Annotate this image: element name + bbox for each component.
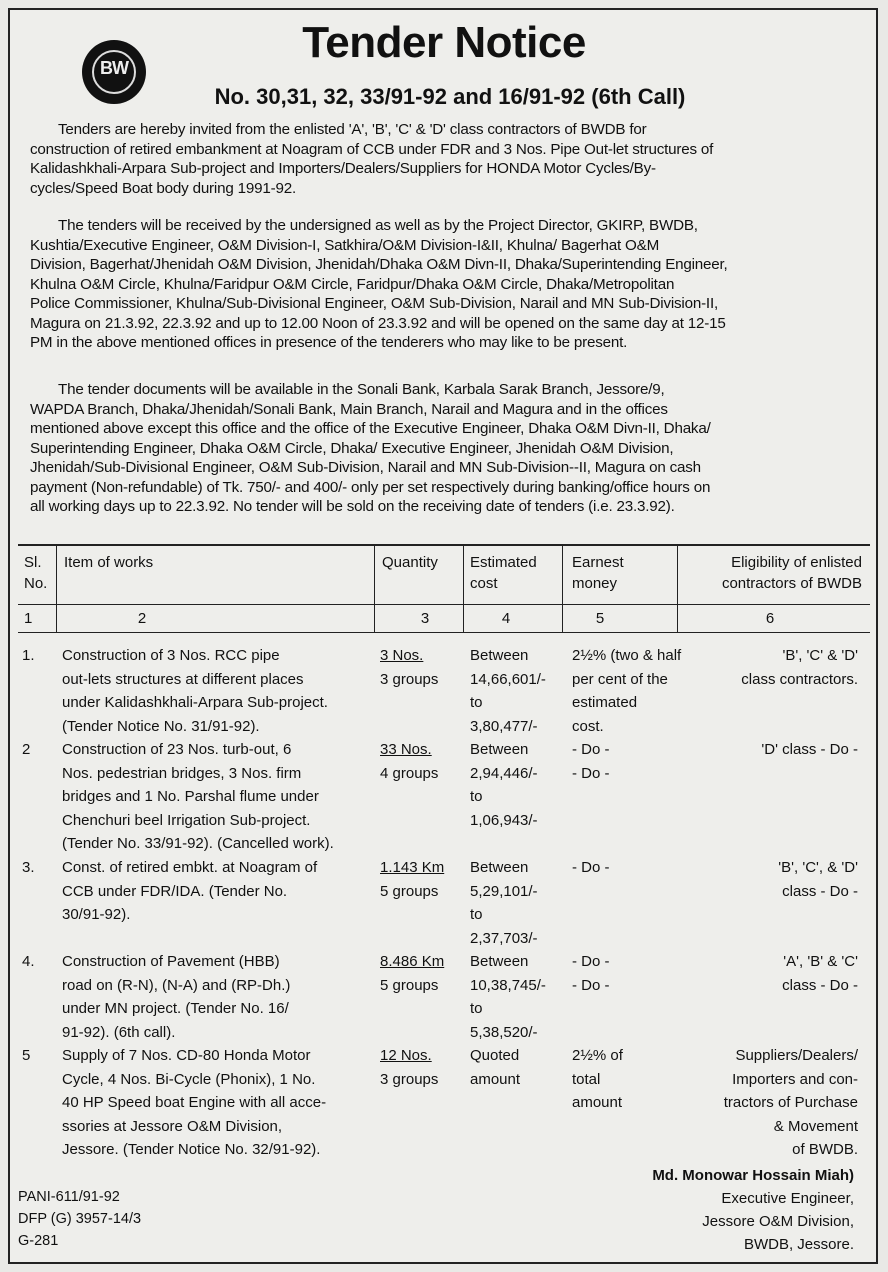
table-number-rule <box>18 632 870 633</box>
table-top-rule <box>18 544 870 546</box>
col-number: 1 <box>24 610 33 627</box>
paragraph-1: Tenders are hereby invited from the enlisted 'A', 'B', 'C' & 'D' class contractors of BWDB for construction of retired embankment at Noagram of CCB under FDR and 3 Nos. Pipe Out-let structures of Kalidashkhali-Arpara Sub-project and Importers/Dealers/Suppliers for HONDA Motor Cycles/By- cycles/Speed Boat body during 1991-92. <box>30 121 714 197</box>
eligibility-cell: 'D' class - Do - <box>761 741 858 758</box>
header-cost: Estimated cost <box>470 554 537 592</box>
paragraph-2: The tenders will be received by the undersigned as well as by the Project Director, GKIRP, BWDB, Kushtia/Executive Engineer, O&M Division-I, Satkhira/O&M Division-I&II, Khulna/ Bagerhat O&M Division, Bagerhat/Jhenidah O&M Division, Jhenidah/Dhaka O&M Divn-II, Dhaka/Superintending Engineer, Khulna O&M Circle, Khulna/Faridpur O&M Circle, Faridpur/Dhaka O&M Circle, Dhaka/Metropolitan Police Commissioner, Khulna/Sub-Divisional Engineer, O&M Sub-Division, Narail and MN Sub-Division-II, Magura on 21.3.92, 22.3.92 and up to 12.00 Noon of 23.3.92 and will be opened on the same day at 12-15 PM in the above mentioned offices in presence of the tenderers who may like to be present. <box>30 217 728 351</box>
cost-cell: Between 5,29,101/- to 2,37,703/- <box>470 859 538 947</box>
cost-cell: Between 10,38,745/- to 5,38,520/- <box>470 953 546 1041</box>
quantity-cell: 1.143 Km 5 groups <box>380 859 445 900</box>
header-quantity: Quantity <box>382 554 438 571</box>
item-cell: Construction of Pavement (HBB) road on (R-N), (N-A) and (RP-Dh.) under MN project. (Tender No. 16/ 91-92). (6th call). <box>62 953 291 1041</box>
eligibility-cell: 'B', 'C' & 'D' class contractors. <box>741 647 858 688</box>
col-number: 3 <box>420 610 430 627</box>
col-divider <box>374 545 375 633</box>
header-sl: Sl. No. <box>24 554 48 592</box>
quantity-cell: 12 Nos. 3 groups <box>380 1047 439 1088</box>
money-cell: - Do - - Do - <box>572 741 610 782</box>
quantity-cell: 33 Nos. 4 groups <box>380 741 439 782</box>
money-cell: - Do - - Do - <box>572 953 610 994</box>
paragraph-3: The tender documents will be available in the Sonali Bank, Karbala Sarak Branch, Jessore/9, WAPDA Branch, Dhaka/Jhenidah/Sonali Bank, Main Branch, Narail and Magura and in the offices mentioned above except this office and the office of the Executive Engineer, Dhaka O&M Divn-II, Dhaka/ Superintending Engineer, Dhaka O&M Circle, Dhaka/ Executive Engineer, Jhenidah O&M Division, Jhenidah/Sub-Divisional Engineer, O&M Sub-Division, Narail and MN Sub-Division--II, Magura on cash payment (Non-refundable) of Tk. 750/- and 400/- only per set respectively during banking/office hours on all working days up to 22.3.92. No tender will be sold on the receiving date of tenders (i.e. 23.3.92). <box>30 381 711 515</box>
money-cell: - Do - <box>572 859 610 876</box>
signature-block: Md. Monowar Hossain Miah) Executive Engineer, Jessore O&M Division, BWDB, Jessore. <box>652 1167 854 1253</box>
eligibility-cell: Suppliers/Dealers/ Importers and con- tractors of Purchase & Movement of BWDB. <box>723 1047 858 1158</box>
eligibility-cell: 'B', 'C', & 'D' class - Do - <box>778 859 858 900</box>
col-divider <box>463 545 464 633</box>
eligibility-cell: 'A', 'B' & 'C' class - Do - <box>782 953 858 994</box>
col-number: 6 <box>765 610 775 627</box>
col-number: 4 <box>501 610 511 627</box>
cost-cell: Quoted amount <box>470 1047 521 1088</box>
item-cell: Supply of 7 Nos. CD-80 Honda Motor Cycle, 4 Nos. Bi-Cycle (Phonix), 1 No. 40 HP Speed boat Engine with all acce- ssories at Jessore O&M Division, Jessore. (Tender Notice No. 32/91-92). <box>62 1047 327 1158</box>
notice-subtitle: No. 30,31, 32, 33/91-92 and 16/91-92 (6th Call) <box>214 84 686 109</box>
header-eligibility: Eligibility of enlisted contractors of BWDB <box>721 554 862 592</box>
cost-cell: Between 2,94,446/- to 1,06,943/- <box>470 741 538 829</box>
item-cell: Construction of 23 Nos. turb-out, 6 Nos. pedestrian bridges, 3 Nos. firm bridges and 1 No. Parshal flume under Chenchuri beel Irrigation Sub-project. (Tender No. 33/91-92). (Cancelled work). <box>62 741 334 852</box>
item-cell: Construction of 3 Nos. RCC pipe out-lets structures at different places under Kalidashkhali-Arpara Sub-project. (Tender Notice No. 31/91-92). <box>62 647 328 735</box>
col-number: 2 <box>137 610 147 627</box>
col-divider <box>562 545 563 633</box>
quantity-cell: 8.486 Km 5 groups <box>380 953 445 994</box>
cost-cell: Between 14,66,601/- to 3,80,477/- <box>470 647 546 735</box>
header-item: Item of works <box>64 554 154 571</box>
money-cell: 2½% (two & half per cent of the estimated cost. <box>572 647 682 735</box>
money-cell: 2½% of total amount <box>572 1047 623 1111</box>
item-cell: Const. of retired embkt. at Noagram of CCB under FDR/IDA. (Tender No. 30/91-92). <box>62 859 318 923</box>
table-header-rule <box>18 604 870 605</box>
reference-codes: PANI-611/91-92 DFP (G) 3957-14/3 G-281 <box>18 1189 142 1249</box>
col-number: 5 <box>595 610 605 627</box>
quantity-cell: 3 Nos. 3 groups <box>380 647 439 688</box>
bwdb-logo: BW <box>82 40 146 104</box>
notice-title: Tender Notice <box>302 18 586 67</box>
col-divider <box>677 545 678 633</box>
header-money: Earnest money <box>572 554 624 592</box>
